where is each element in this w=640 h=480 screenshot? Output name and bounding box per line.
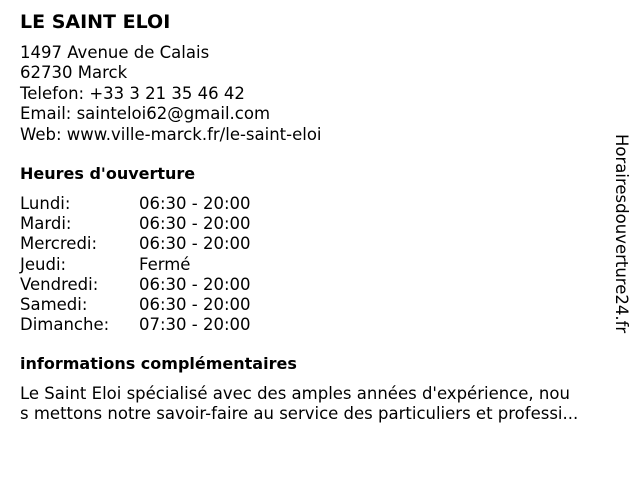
hours-row-thursday	[20, 255, 280, 275]
business-name: LE SAINT ELOI	[20, 11, 171, 33]
hours-row-saturday	[20, 295, 280, 315]
day-label: Dimanche:	[20, 315, 110, 335]
day-label: Samedi:	[20, 294, 88, 314]
hours-row-tuesday	[20, 214, 280, 234]
email-address: Email: sainteloi62@gmail.com	[20, 104, 271, 124]
hours-table	[20, 194, 280, 335]
day-hours: 06:30 - 20:00	[139, 194, 251, 213]
address-city: 62730 Marck	[20, 63, 128, 83]
address-street: 1497 Avenue de Calais	[20, 43, 210, 62]
day-label: Mardi:	[20, 214, 72, 234]
hours-row-wednesday	[20, 234, 280, 254]
day-label: Vendredi:	[20, 274, 99, 294]
day-hours: 06:30 - 20:00	[139, 234, 251, 254]
contact-block	[20, 43, 322, 145]
hours-row-monday	[20, 194, 280, 214]
website-address: Web: www.ville-marck.fr/le-saint-eloi	[20, 124, 322, 144]
phone-number: Telefon: +33 3 21 35 46 42	[20, 83, 245, 103]
day-hours: 06:30 - 20:00	[139, 214, 251, 234]
day-label: Jeudi:	[20, 254, 67, 274]
info-line: s mettons notre savoir-faire au service des particuliers et professi...	[20, 404, 579, 424]
day-label: Lundi:	[20, 194, 71, 213]
day-label: Mercredi:	[20, 234, 98, 254]
day-hours: 06:30 - 20:00	[139, 294, 251, 314]
info-line: Le Saint Eloi spécialisé avec des amples années d'expérience, nou	[20, 384, 570, 403]
info-description	[20, 384, 578, 425]
hours-row-sunday	[20, 315, 280, 335]
day-hours: Fermé	[139, 254, 191, 274]
site-watermark: Horairesdouverture24.fr	[612, 134, 631, 334]
hours-heading: Heures d'ouverture	[20, 164, 196, 183]
info-heading: informations complémentaires	[20, 354, 297, 373]
hours-row-friday	[20, 275, 280, 295]
day-hours: 07:30 - 20:00	[139, 315, 251, 335]
day-hours: 06:30 - 20:00	[139, 274, 251, 294]
